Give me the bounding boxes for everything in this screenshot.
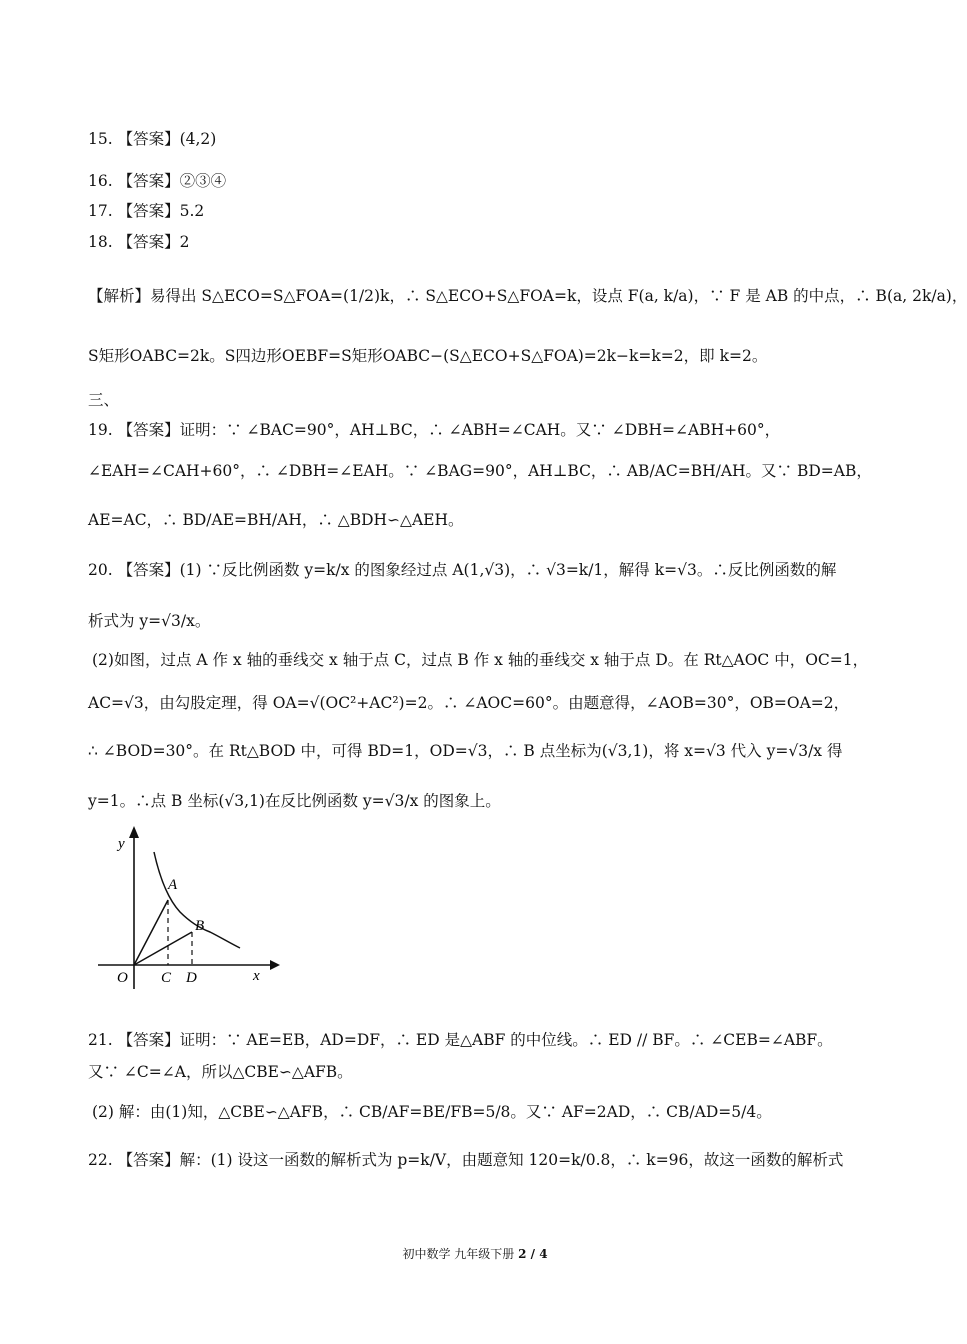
label-o: O — [117, 970, 128, 986]
answer-21-line1: 21. 【答案】证明：∵ AE=EB，AD=DF，∴ ED 是△ABF 的中位线。∴ ED // BF。∴ ∠CEB=∠ABF。 — [88, 1031, 833, 1049]
answer-17: 17. 【答案】5.2 — [88, 202, 205, 220]
answer-20-part2-line1: (2)如图，过点 A 作 x 轴的垂线交 x 轴于点 C，过点 B 作 x 轴的垂线交 x 轴于点 D。在 Rt△AOC 中，OC=1， — [92, 651, 869, 669]
answer-19-line1: 19. 【答案】证明：∵ ∠BAC=90°，AH⊥BC，∴ ∠ABH=∠CAH。又∵ ∠DBH=∠ABH+60°， — [88, 421, 781, 439]
label-d: D — [186, 970, 197, 986]
answer-20-part2-line4: y=1。∴点 B 坐标(√3,1)在反比例函数 y=√3/x 的图象上。 — [88, 792, 501, 810]
analysis-18-line1: 【解析】易得出 S△ECO=S△FOA=(1/2)k，∴ S△ECO+S△FOA=k，设点 F(a, k/a)，∵ F 是 AB 的中点，∴ B(a, 2k/a)， — [88, 287, 967, 305]
x-axis-arrow-icon — [270, 960, 280, 970]
answer-19-line2: ∠EAH=∠CAH+60°，∴ ∠DBH=∠EAH。∵ ∠BAG=90°，AH⊥BC，∴ AB/AC=BH/AH。又∵ BD=AB， — [88, 462, 872, 480]
label-y: y — [118, 836, 125, 852]
footer-title: 初中数学 九年级下册 — [402, 1247, 515, 1261]
label-b: B — [195, 918, 205, 934]
answer-19-line3: AE=AC，∴ BD/AE=BH/AH，∴ △BDH∽△AEH。 — [88, 511, 464, 529]
label-a: A — [168, 877, 178, 893]
answer-18: 18. 【答案】2 — [88, 233, 190, 251]
section-three-heading: 三、 — [88, 391, 120, 409]
answer-22-line1: 22. 【答案】解：(1) 设这一函数的解析式为 p=k/V，由题意知 120=k/0.8，∴ k=96，故这一函数的解析式 — [88, 1151, 844, 1169]
page-number: 2 / 4 — [518, 1247, 548, 1261]
answer-21-part2: (2) 解：由(1)知，△CBE∽△AFB，∴ CB/AF=BE/FB=5/8。又∵ AF=2AD，∴ CB/AD=5/4。 — [92, 1103, 772, 1121]
label-x: x — [253, 968, 260, 984]
answer-15: 15. 【答案】(4,2) — [88, 130, 217, 148]
y-axis-arrow-icon — [129, 826, 139, 838]
page-footer — [0, 1246, 950, 1262]
inverse-function-figure — [90, 824, 280, 990]
analysis-18-line2: S矩形OABC=2k。S四边形OEBF=S矩形OABC−(S△ECO+S△FOA)=2k−k=k=2，即 k=2。 — [88, 347, 768, 365]
answer-20-line1: 20. 【答案】(1) ∵反比例函数 y=k/x 的图象经过点 A(1,√3)，∴ √3=k/1，解得 k=√3。∴反比例函数的解 — [88, 561, 837, 579]
answer-20-part2-line2: AC=√3，由勾股定理，得 OA=√(OC²+AC²)=2。∴ ∠AOC=60°。由题意得，∠AOB=30°，OB=OA=2， — [88, 694, 850, 712]
answer-20-part2-line3: ∴ ∠BOD=30°。在 Rt△BOD 中，可得 BD=1，OD=√3，∴ B 点坐标为(√3,1)，将 x=√3 代入 y=√3/x 得 — [88, 742, 843, 760]
answer-20-line2: 析式为 y=√3/x。 — [88, 612, 211, 630]
answer-21-line2: 又∵ ∠C=∠A，所以△CBE∽△AFB。 — [88, 1063, 353, 1081]
label-c: C — [161, 970, 172, 986]
answer-16: 16. 【答案】②③④ — [88, 172, 227, 190]
